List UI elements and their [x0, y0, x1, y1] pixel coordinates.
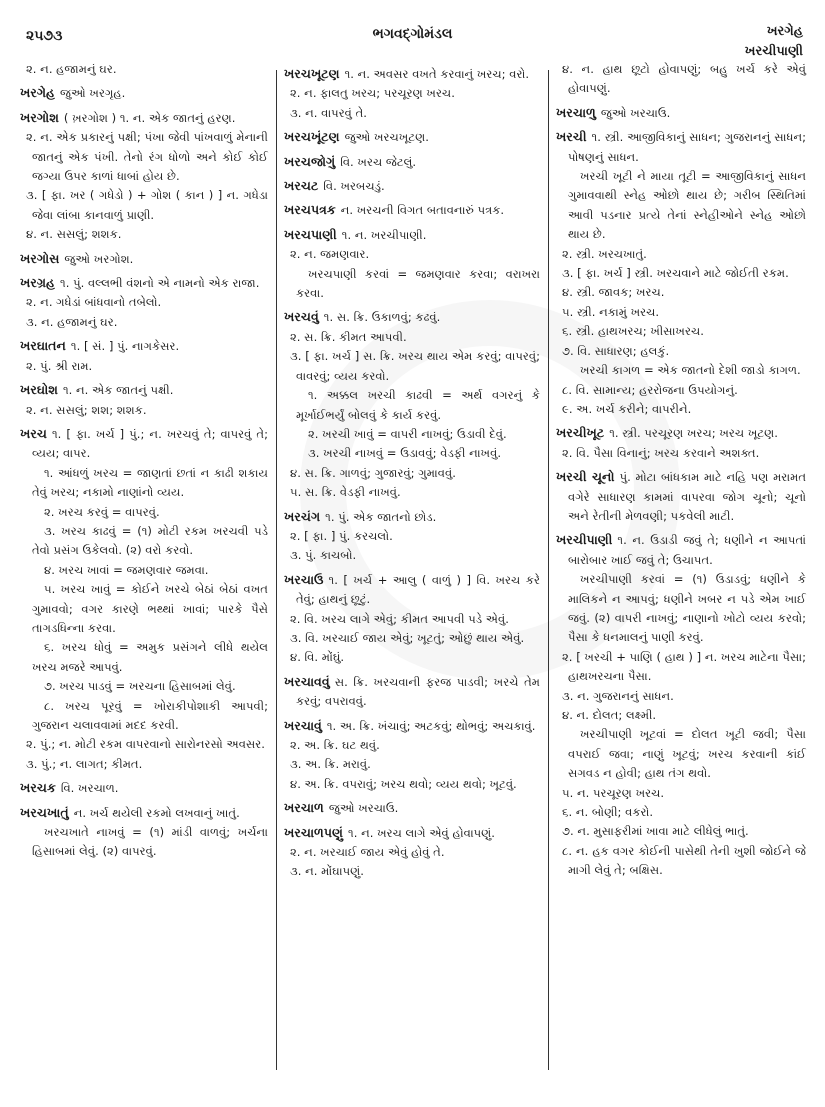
headword: ખરચ [20, 425, 47, 441]
definition-text: ૨. ન. ગધેડાં બાંધવાનો તબેલો. [26, 295, 162, 310]
dictionary-entry [20, 83, 268, 103]
headword: ખરચક [20, 780, 56, 796]
entry-sense [20, 357, 268, 376]
entry-sense [556, 342, 806, 361]
usage-example [556, 725, 806, 783]
entry-sense [284, 629, 540, 648]
entry-sense [284, 245, 540, 264]
definition-text: ન. ખરચની વિગત બતાવનારું પત્રક. [340, 203, 505, 218]
entry-sense [284, 527, 540, 546]
definition-text: ૧. [ સં. ] પું. નાગકેસર. [70, 339, 180, 354]
entry-sense [556, 60, 806, 99]
definition-text: ૯. અ. ખર્ચ કરીને; વાપરીને. [562, 401, 692, 416]
definition-text: ૨. ખરચી ખાવું = વાપરી નાખવું; ઉડાવી દેવું. [308, 426, 507, 441]
definition-text: ૧. ન. એક જાતનું પક્ષી. [62, 383, 174, 398]
definition-text: ૨. પું. શ્રી રામ. [26, 358, 93, 373]
definition-text: ૨. ન. ખરચાઈ જાય એવું હોવું તે. [290, 845, 445, 860]
dictionary-entry [20, 108, 268, 128]
definition-text: ખરચખાતે નાખવું = (૧) માંડી વાળવું; ખર્ચના હિસાબમાં લેવું. (૨) વાપરવું. [32, 825, 268, 859]
definition-text: ૪. ખરચ ખાવાં = જમણવાર જમવા. [44, 562, 209, 577]
definition-text: જુઓ ખરગૃહ. [60, 86, 126, 101]
entry-sense [556, 687, 806, 706]
headword: ખરચાવવું [284, 673, 330, 689]
page-number: ૨૫૭૩ [26, 28, 63, 44]
definition-text: ૨. [ ફા. ] પું. કરચલો. [290, 528, 393, 543]
dictionary-entry [556, 467, 806, 526]
entry-sense [284, 483, 540, 502]
definition-text: ખરચીપાણી કરવાં = (૧) ઉડાડવું; ધણીને કે માલિકને ન આપવું; ધણીને ખબર ન પડે એમ ખાઈ જવું. (૨) વાપરી નાખવું; નાણાનો ખોટો વ્યય કરવો; પૈસા કે ધનમાલનું પાણી કરવું. [568, 572, 806, 645]
definition-text: ૩. ન. ગુજરાનનું સાધન. [562, 688, 674, 703]
dictionary-entry [556, 423, 806, 443]
definition-text: ( ખ઼રગોશ ) ૧. ન. એક જાતનું હરણ. [63, 110, 236, 125]
guide-word-last: ખરચીપાણી [744, 44, 803, 59]
entry-sense [556, 822, 806, 841]
definition-text: ખરચી ખૂટી ને માયા તૂટી = આજીવિકાનું સાધન ગુમાવવાથી સ્નેહ ઓછો થાય છે; ગરીબ સ્થિતિમાં આવી પડનાર પ્રત્યે તેનાં સ્નેહીઓને સ્નેહ ઓછો થાય છે. [568, 169, 806, 242]
dictionary-entry [284, 152, 540, 172]
definition-text: ૧. [ ખર્ચ + આલુ ( વાળું ) ] વિ. ખરચ કરે તેવું; હાથનું છૂટું. [296, 572, 540, 607]
usage-example [20, 522, 268, 561]
entry-sense [556, 803, 806, 822]
definition-text: ૫. સ. ક્રિ. વેડફી નાખવું. [290, 485, 401, 500]
dictionary-entry [556, 103, 806, 123]
definition-text: ૫. ખરચ ખાવું = કોઈને ખરચે બેઠાં બેઠાં વખત ગુમાવવો; વગર કારણે ભથ્થાં ખાવાં; પારકે પૈસે તાગડધિન્ના કરવા. [32, 582, 268, 635]
dictionary-entry [284, 570, 540, 610]
definition-text: ૮. વિ. સામાન્ય; હરરોજના ઉપયોગનું. [562, 382, 738, 397]
definition-text: ૧. પું. એક જાતનો છોડ. [325, 509, 437, 524]
entry-sense [556, 400, 806, 419]
headword: ખરચાઉ [284, 571, 324, 587]
definition-text: ૪. ન. સસલું; શશક. [26, 227, 122, 242]
entry-sense [20, 313, 268, 332]
headword: ખરચપત્રક [284, 202, 336, 218]
usage-example [20, 503, 268, 522]
definition-text: ૩. વિ. ખરચાઈ જાય એવું; ખૂટતું; ઓછું થાય એવું. [290, 630, 525, 645]
definition-text: ૨. સ. ક્રિ. કીમત આપવી. [290, 329, 407, 344]
definition-text: ૪. વિ. મોંઘું. [290, 650, 345, 665]
dictionary-entry [20, 778, 268, 798]
column-1 [20, 60, 268, 862]
entry-sense [20, 225, 268, 244]
column-divider [548, 70, 549, 1070]
headword: ખરચખૂંટણ [284, 129, 340, 145]
definition-text: ૧. સ્ત્રી. પરચૂરણ ખરચ; ખરચ ખૂટણ. [609, 426, 778, 441]
definition-text: ૧. ન. ઉડાડી જવું તે; ધણીને ન આપતાં બારોબાર ખાઈ જવું તે; ઉચાપત. [568, 533, 806, 567]
usage-example [20, 464, 268, 503]
entry-sense [556, 283, 806, 302]
definition-text: વિ. ખરચાળ. [60, 781, 119, 796]
headword: ખરચંગ [284, 508, 321, 524]
column-divider [276, 70, 277, 1070]
entry-sense [556, 444, 806, 463]
definition-text: ૫. સ્ત્રી. નકામું ખરચ. [562, 304, 660, 319]
definition-text: ૨. પું.; ન. મોટી રકમ વાપરવાનો સારોનરસો અવસર. [26, 737, 265, 752]
definition-text: ૭. ન. મુસાફરીમાં ખાવા માટે લીધેલું ભાતું. [562, 824, 749, 839]
entry-sense [284, 736, 540, 755]
entry-sense [20, 186, 268, 225]
entry-sense [284, 648, 540, 667]
definition-text: ૨. ન. સસલું; શશ; શશક. [26, 402, 147, 417]
dictionary-entry [284, 507, 540, 527]
headword: ખરચટ [284, 178, 319, 194]
definition-text: ૧. આંધળું ખરચ = જાણતાં છતાં ન કાઢી શકાય તેવું ખરચ; નકામો નાણાંનો વ્યય. [32, 465, 268, 500]
entry-sense [556, 381, 806, 400]
entry-sense [556, 706, 806, 725]
usage-example [20, 823, 268, 862]
dictionary-entry [284, 64, 540, 84]
definition-text: ૨. ન. એક પ્રકારનું પક્ષી; પંખા જેવી પાંખવાળું મેનાની જાતનું એક પંખી. તેનો રંગ ધોળો અને કોઈ કોઈ જગ્યા ઉપર કાળાં ધાબાં હોય છે. [26, 130, 268, 184]
headword: ખરચી [556, 129, 587, 145]
definition-text: જુઓ ખરચાઉ. [600, 105, 671, 120]
definition-text: ૪. સ્ત્રી. જાવક; ખરચ. [562, 285, 665, 300]
definition-text: જુઓ ખરચાઉ. [328, 801, 399, 816]
usage-example [284, 265, 540, 304]
definition-text: ૧. સ્ત્રી. આજીવિકાનું સાધન; ગુજરાનનું સાધન; પોષણનું સાધન. [568, 130, 806, 164]
headword: ખરઘોશ [20, 382, 58, 398]
definition-text: ૨. ખરચ કરવું = વાપરવું. [44, 504, 160, 519]
definition-text: ૧. સ. ક્રિ. ઉકાળવું; કઢવું. [323, 310, 441, 325]
definition-text: ૪. ન. હાથ છૂટો હોવાપણું; બહુ ખર્ચ કરે એવું હોવાપણું. [562, 62, 806, 96]
definition-text: ૪. સ. ક્રિ. ગાળવું; ગુજારવું; ગુમાવવું. [290, 465, 456, 480]
headword: ખરચીખૂટ [556, 425, 605, 441]
definition-text: ૨. વિ. ખરચ લાગે એવું; કીમત આપવી પડે એવું. [290, 611, 509, 626]
usage-example [20, 580, 268, 638]
dictionary-entry [20, 249, 268, 269]
dictionary-entry [284, 798, 540, 818]
entry-sense [284, 843, 540, 862]
definition-text: ૧. ન. ખરચીપાણી. [341, 227, 427, 242]
definition-text: વિ. ખરબચડું. [323, 179, 385, 194]
headword: ખરગોશ [20, 109, 59, 125]
headword: ખરગોસ [20, 250, 60, 266]
definition-text: જુઓ ખરચખૂટણ. [344, 130, 429, 145]
headword: ખરચપાણી [284, 226, 337, 242]
entry-sense [556, 784, 806, 803]
definition-text: ૩. ન. હજામનું ઘર. [26, 314, 118, 329]
dictionary-entry [20, 336, 268, 356]
column-2 [284, 60, 540, 882]
usage-example [284, 425, 540, 444]
definition-text: ૨. [ ખરચી + પાણિ ( હાથ ) ] ન. ખરચ માટેના પૈસા; હાથખરચના પૈસા. [562, 649, 806, 684]
entry-sense [284, 610, 540, 629]
definition-text: ૪. ન. દોલત; લક્ષ્મી. [562, 708, 657, 722]
headword: ખરચાળપણું [284, 824, 344, 840]
definition-text: ૧. પું. વલ્લભી વંશનો એ નામનો એક રાજા. [60, 276, 260, 291]
definition-text: ૩. ન. મોંઘાપણું. [290, 864, 364, 879]
definition-text: ૨. અ. ક્રિ. ઘટ થવું. [290, 738, 380, 752]
entry-sense [284, 862, 540, 881]
headword: ખરચખાતું [20, 804, 69, 820]
dictionary-entry [556, 127, 806, 167]
entry-sense [20, 401, 268, 420]
usage-example [556, 167, 806, 245]
entry-sense [284, 347, 540, 386]
column-3 [556, 60, 806, 881]
entry-sense [284, 755, 540, 774]
entry-sense [556, 245, 806, 264]
headword: ખરચજોગું [284, 153, 336, 169]
headword: ખરચી ચૂનો [556, 469, 615, 485]
definition-text: ૩. ખરચ કાઢવું = (૧) મોટી રકમ ખરચવી પડે તેવો પ્રસંગ ઉકેલવો. (૨) વરો કરવો. [32, 523, 268, 558]
definition-text: જુઓ ખરગોશ. [64, 251, 134, 266]
definition-text: ૪. અ. ક્રિ. વપરાવું; ખરચ થવો; વ્યય થવો; ખૂટવું. [290, 776, 517, 791]
entry-sense [20, 755, 268, 774]
usage-example [284, 444, 540, 463]
headword: ખરગ્રહ [20, 275, 56, 291]
definition-text: ૩. [ ફા. ખર્ચ ] સ્ત્રી. ખરચવાને માટે જોઈતી રકમ. [562, 266, 789, 281]
definition-text: ખરચપાણી કરવાં = જમણવાર કરવા; વરાખરા કરવા. [296, 266, 540, 301]
headword: ખરગેહ [20, 85, 56, 101]
entry-sense [20, 60, 268, 79]
page-title: ભગવદ્ગોમંડલ [372, 26, 453, 42]
definition-text: ૨. ન. જમણવાર. [290, 247, 370, 262]
definition-text: ૭. ખરચ પાડવું = ખરચના હિસાબમાં લેવું. [44, 679, 236, 694]
definition-text: ખરચીપાણી ખૂટવાં = દોલત ખૂટી જવી; પૈસા વપરાઈ જવા; નાણું ખૂટવું; ખરચ કરવાની કાંઈ સગવડ ન હોવી; હાથ તંગ થવો. [568, 727, 806, 781]
definition-text: ૧. અક્કલ ખરચી કાઢવી = અર્થ વગરનું કે મૂર્ખાઈભર્યું બોલવું કે કાર્ય કરવું. [296, 388, 540, 422]
definition-text: ૩. ખરચી નાખવું = ઉડાવવું; વેડફી નાખવું. [308, 446, 501, 461]
entry-sense [20, 128, 268, 186]
entry-sense [20, 735, 268, 754]
headword: ખરચાળુ [556, 104, 596, 120]
dictionary-entry [556, 530, 806, 570]
headword: ખરચખૂટણ [284, 66, 340, 81]
definition-text: ૩. અ. ક્રિ. મરાવું. [290, 757, 371, 772]
definition-text: ખરચી કાગળ = એક જાતનો દેશી જાડો કાગળ. [580, 363, 801, 378]
dictionary-entry [284, 716, 540, 736]
dictionary-entry [284, 200, 540, 220]
entry-sense [284, 464, 540, 483]
dictionary-entry [284, 127, 540, 147]
dictionary-entry [20, 273, 268, 293]
guide-word-first: ખરગેહ [766, 24, 803, 39]
definition-text: ૩. ન. વાપરવું તે. [290, 105, 367, 120]
entry-sense [284, 775, 540, 794]
dictionary-entry [284, 672, 540, 712]
usage-example [20, 561, 268, 580]
usage-example [284, 386, 540, 425]
dictionary-entry [284, 307, 540, 327]
definition-text: ૨. વિ. પૈસા વિનાનું; ખરચ કરવાને અશક્ત. [562, 445, 760, 460]
entry-sense [556, 322, 806, 341]
usage-example [556, 361, 806, 380]
entry-sense [556, 264, 806, 283]
headword: ખરચવું [284, 309, 319, 325]
entry-sense [556, 648, 806, 687]
definition-text: ૨. ન. ફાલતુ ખરચ; પરચૂરણ ખરચ. [290, 86, 455, 101]
usage-example [20, 677, 268, 696]
entry-sense [284, 104, 540, 123]
headword: ખરચીપાણી [556, 532, 613, 548]
definition-text: પું. મોટા બાંધકામ માટે નહિ પણ મરામત વગેરે સાધારણ કામમાં વાપરવા જોગ ચૂનો; ચૂનો અને રેતીની મેળવણી; પકવેલી માટી. [568, 470, 806, 523]
headword: ખરચાવું [284, 717, 322, 733]
dictionary-entry [20, 380, 268, 400]
definition-text: ૩. [ ફા. ખર્ચ ] સ. ક્રિ. ખરચ થાય એમ કરવું; વાપરવું; વાવરવું; વ્યય કરવો. [290, 349, 540, 383]
definition-text: ૩. [ ફા. ખર ( ગધેડો ) + ગોશ ( કાન ) ] ન. ગધેડા જેવા લાંબા કાનવાળું પ્રાણી. [26, 188, 268, 222]
dictionary-entry [284, 225, 540, 245]
definition-text: ન. ખર્ચ થયેલી રકમો લખવાનું ખાતું. [73, 805, 240, 820]
entry-sense [556, 842, 806, 881]
definition-text: ૧. ન. ખરચ લાગે એવું હોવાપણું. [348, 825, 495, 840]
entry-sense [284, 84, 540, 103]
definition-text: ૩. પું. કાચબો. [290, 548, 357, 563]
definition-text: ૮. ખરચ પૂરવું = ખોરાકીપોશાકી આપવી; ગુજરાન ચલાવવામાં મદદ કરવી. [32, 698, 268, 732]
definition-text: વિ. ખરચ જેટલું. [340, 154, 417, 169]
definition-text: ૬. ન. બોણી; વકરો. [562, 805, 654, 820]
headword: ખરઘાતન [20, 338, 66, 354]
definition-text: ૧. અ. ક્રિ. ખંચાવું; અટકવું; થોભવું; અચકાવું. [326, 718, 536, 733]
definition-text: ૩. પું.; ન. લાગત; કીમત. [26, 756, 143, 771]
entry-sense [284, 546, 540, 565]
usage-example [556, 570, 806, 648]
definition-text: ૮. ન. હક વગર કોઈની પાસેથી તેની ખુશી જોઈને જે માગી લેવું તે; બક્ષિસ. [562, 843, 806, 878]
entry-sense [284, 328, 540, 347]
definition-text: ૬. સ્ત્રી. હાથખરચ; ખીસાખરચ. [562, 324, 704, 339]
entry-sense [20, 293, 268, 312]
dictionary-entry [284, 176, 540, 196]
dictionary-entry [20, 424, 268, 464]
dictionary-entry [20, 803, 268, 823]
definition-text: ૬. ખરચ ધોવું = અમુક પ્રસંગને લીધે થયેલ ખરચ મજરે આપવું. [32, 640, 268, 674]
dictionary-entry [284, 823, 540, 843]
entry-sense [556, 303, 806, 322]
definition-text: ૧. ન. અવસર વખતે કરવાનું ખરચ; વરો. [344, 67, 530, 81]
usage-example [20, 638, 268, 677]
definition-text: ૨. સ્ત્રી. ખરચખાતું. [562, 246, 647, 261]
headword: ખરચાળ [284, 800, 324, 816]
definition-text: સ. ક્રિ. ખરચવાની ફરજ પાડવી; ખરચે તેમ કરવું; વપરાવવું. [296, 674, 540, 709]
definition-text: ૭. વિ. સાધારણ; હલકું. [562, 343, 670, 358]
usage-example [20, 697, 268, 736]
definition-text: ૫. ન. પરચૂરણ ખરચ. [562, 785, 665, 800]
definition-text: ૨. ન. હજામનું ઘર. [26, 62, 117, 76]
definition-text: ૧. [ ફા. ખર્ચ ] પું.; ન. ખરચવું તે; વાપરવું તે; વ્યય; વાપર. [32, 426, 268, 461]
